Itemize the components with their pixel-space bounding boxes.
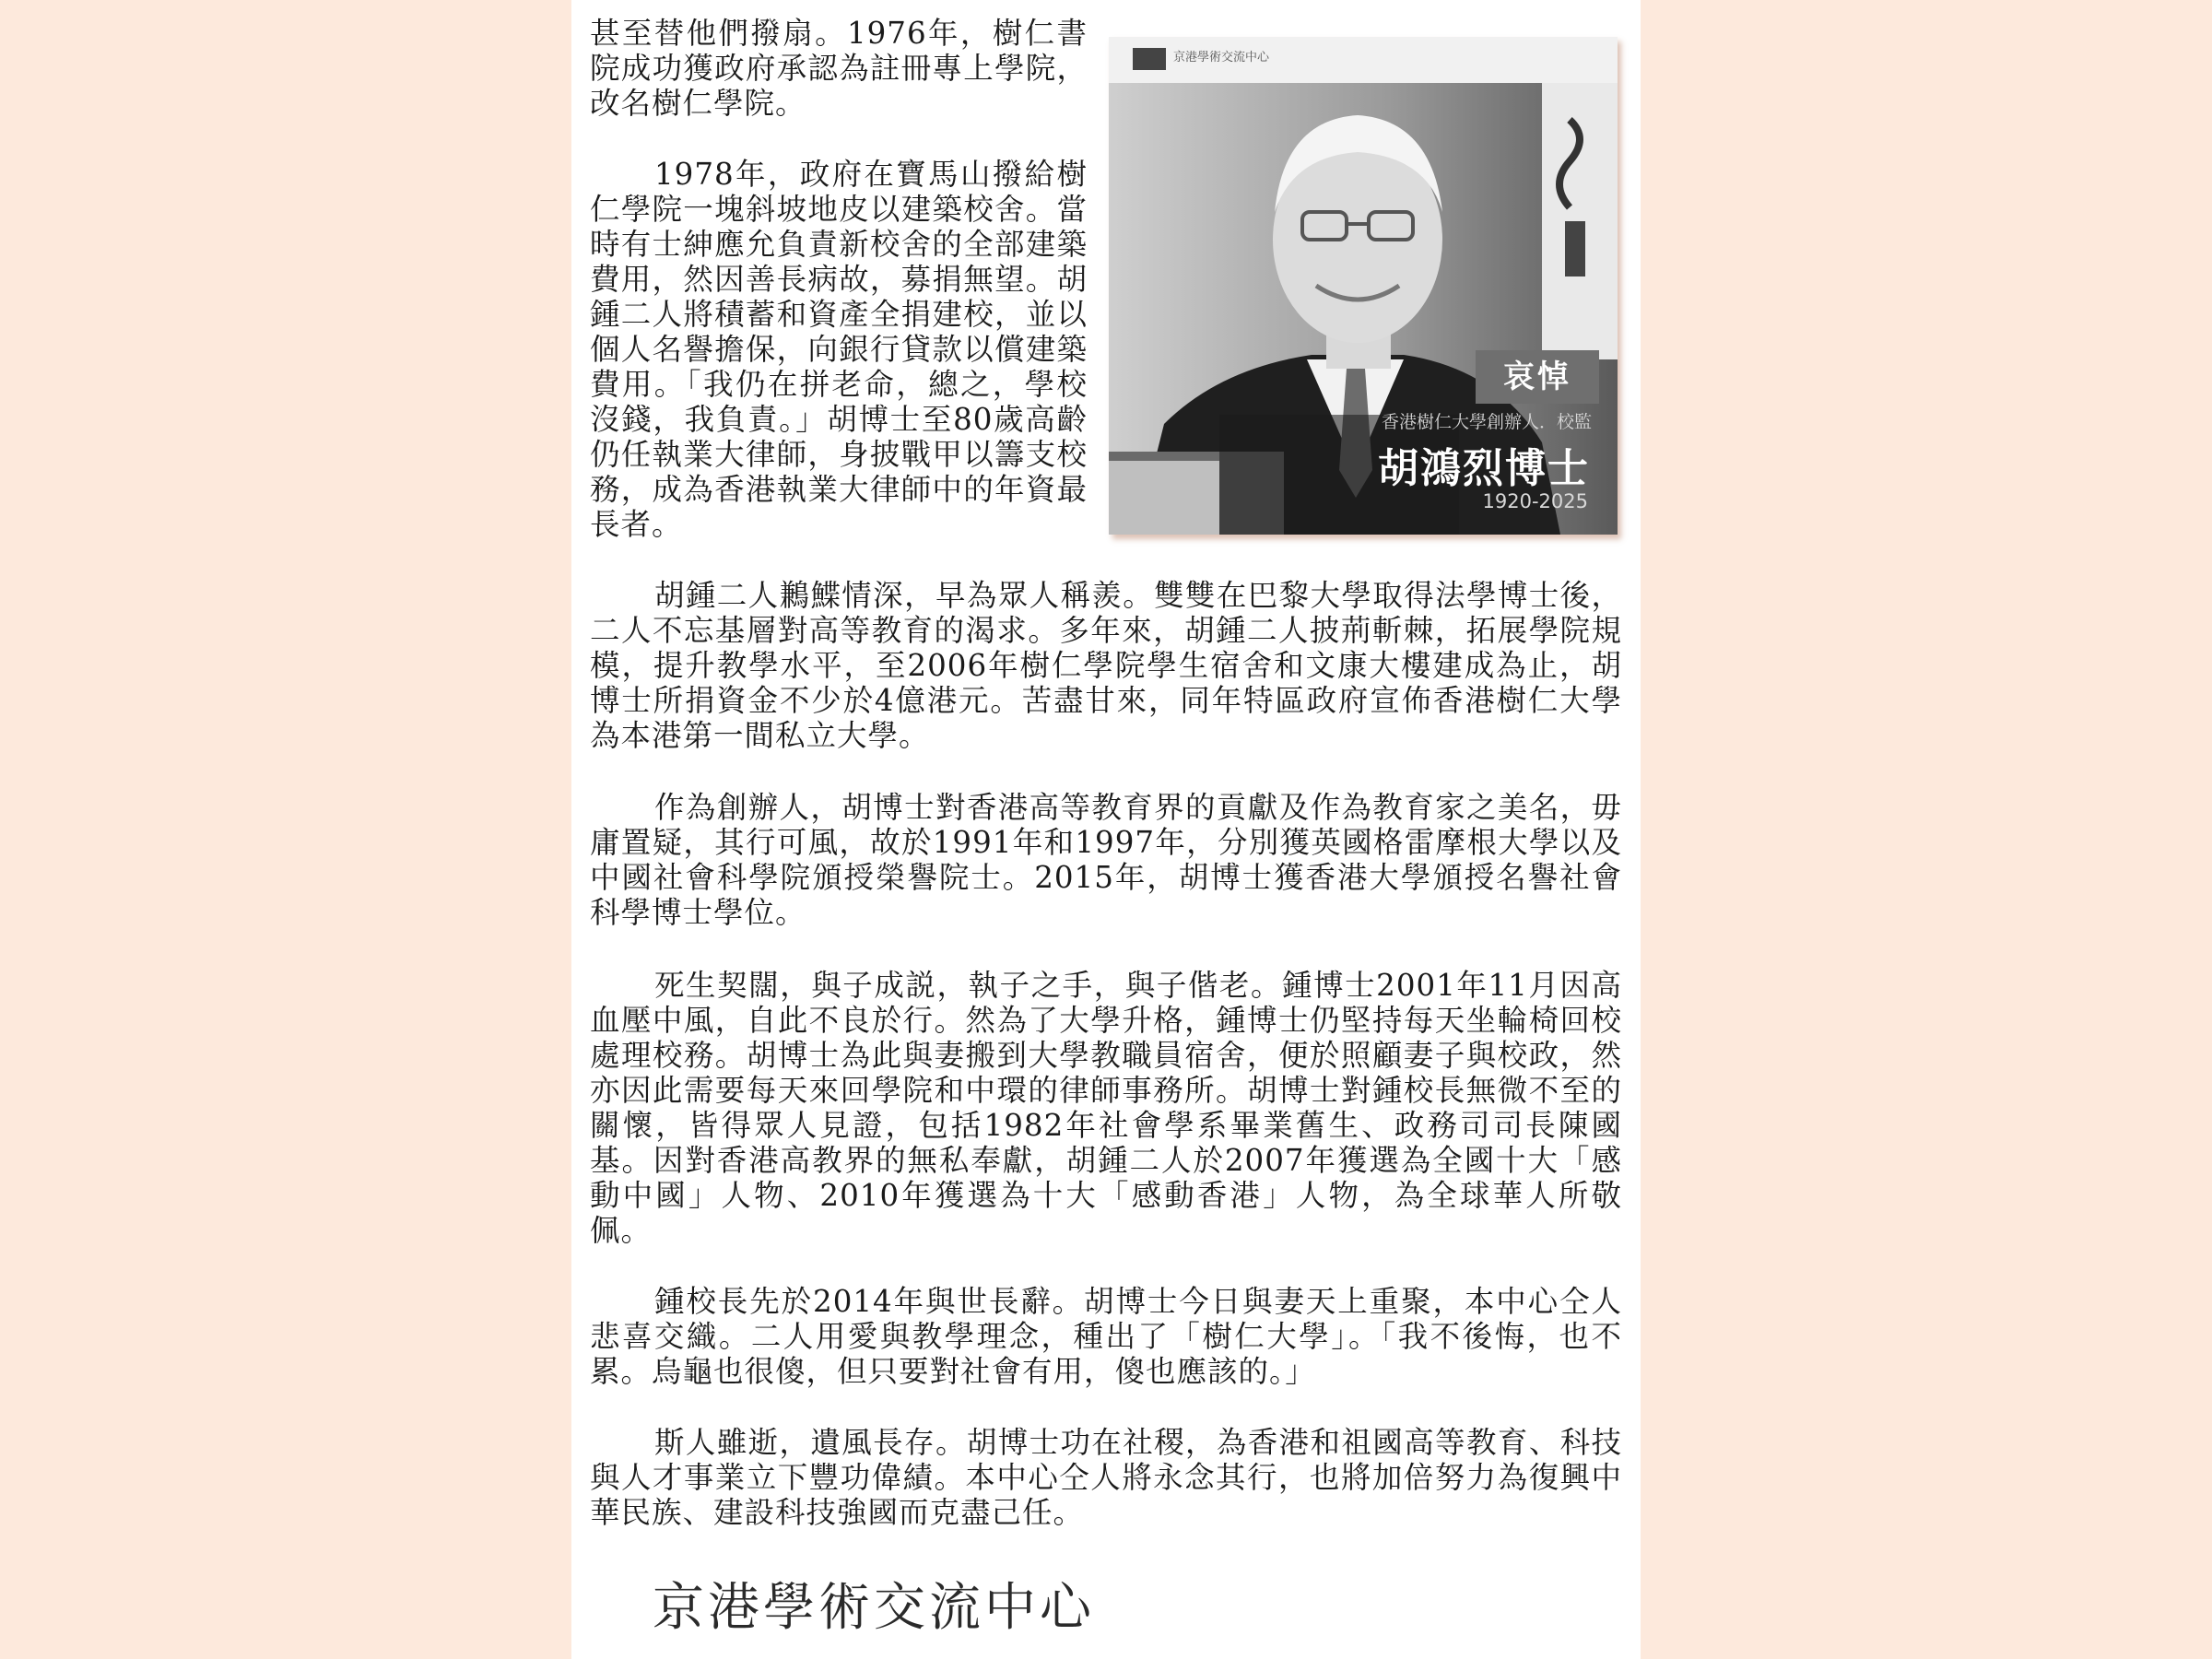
paragraph-4: 作為創辦人，胡博士對香港高等教育界的貢獻及作為教育家之美名，毋庸置疑，其行可風，故於1991年和1997年，分別獲英國格雷摩根大學以及中國社會科學院頒授榮譽院士。2015年，胡博士獲香港大學頒授名譽社會科學博士學位。 xyxy=(590,790,1622,930)
article-text-body-2 xyxy=(590,790,1622,930)
photo-subtitle: 香港樹仁大學創辦人．校監 xyxy=(1381,412,1592,432)
paragraph-3: 胡鍾二人鶼鰈情深，早為眾人稱羨。雙雙在巴黎大學取得法學博士後，二人不忘基層對高等教育的渴求。多年來，胡鍾二人披荊斬棘，拓展學院規模，提升教學水平，至2006年樹仁學院學生宿舍和文康大樓建成為止，胡博士所捐資金不少於4億港元。苦盡甘來，同年特區政府宣佈香港樹仁大學為本港第一間私立大學。 xyxy=(590,578,1622,753)
newspaper-page xyxy=(571,0,1641,1659)
photo-years: 1920-2025 xyxy=(1482,490,1588,512)
article-text-top-2 xyxy=(590,157,1088,542)
photo-name: 胡鴻烈博士 xyxy=(1378,445,1590,492)
paragraph-1: 甚至替他們撥扇。1976年，樹仁書院成功獲政府承認為註冊專上學院，改名樹仁學院。 xyxy=(590,16,1088,121)
paragraph-5: 死生契闊，與子成説，執子之手，與子偕老。鍾博士2001年11月因高血壓中風，自此不良於行。然為了大學升格，鍾博士仍堅持每天坐輪椅回校處理校務。胡博士為此與妻搬到大學教職員宿舍，便於照顧妻子與校政，然亦因此需要每天來回學院和中環的律師事務所。胡博士對鍾校長無微不至的關懷，皆得眾人見證，包括1982年社會學系畢業舊生、政務司司長陳國基。因對香港高教界的無私奉獻，胡鍾二人於2007年獲選為全國十大「感動中國」人物、2010年獲選為十大「感動香港」人物，為全球華人所敬佩。 xyxy=(590,968,1622,1248)
article-text-top xyxy=(590,16,1088,121)
article-text-body xyxy=(590,578,1622,753)
signature: 京港學術交流中心 xyxy=(653,1578,1095,1638)
article-text-body-5 xyxy=(590,1425,1622,1530)
photo-header-text: 京港學術交流中心 xyxy=(1173,51,1270,65)
article-text-body-3 xyxy=(590,968,1622,1248)
paragraph-2: 1978年，政府在寶馬山撥給樹仁學院一塊斜坡地皮以建築校舍。當時有士紳應允負責新校舍的全部建築費用，然因善長病故，募捐無望。胡鍾二人將積蓄和資產全捐建校，並以個人名譽擔保，向銀行貸款以償建築費用。「我仍在拼老命，總之，學校沒錢，我負責。」胡博士至80歲高齡仍任執業大律師，身披戰甲以籌支校務，成為香港執業大律師中的年資最長者。 xyxy=(590,157,1088,542)
memorial-photo xyxy=(1109,37,1618,535)
paragraph-7: 斯人雖逝，遺風長存。胡博士功在社稷，為香港和祖國高等教育、科技與人才事業立下豐功偉績。本中心仝人將永念其行，也將加倍努力為復興中華民族、建設科技強國而克盡己任。 xyxy=(590,1425,1622,1530)
article-text-body-4 xyxy=(590,1284,1622,1389)
paragraph-6: 鍾校長先於2014年與世長辭。胡博士今日與妻天上重聚，本中心仝人悲喜交織。二人用愛與教學理念，種出了「樹仁大學」。「我不後悔，也不累。烏龜也很傻，但只要對社會有用，傻也應該的。」 xyxy=(590,1284,1622,1389)
center-logo-icon xyxy=(1133,48,1166,70)
mourning-label: 哀悼 xyxy=(1476,350,1599,404)
